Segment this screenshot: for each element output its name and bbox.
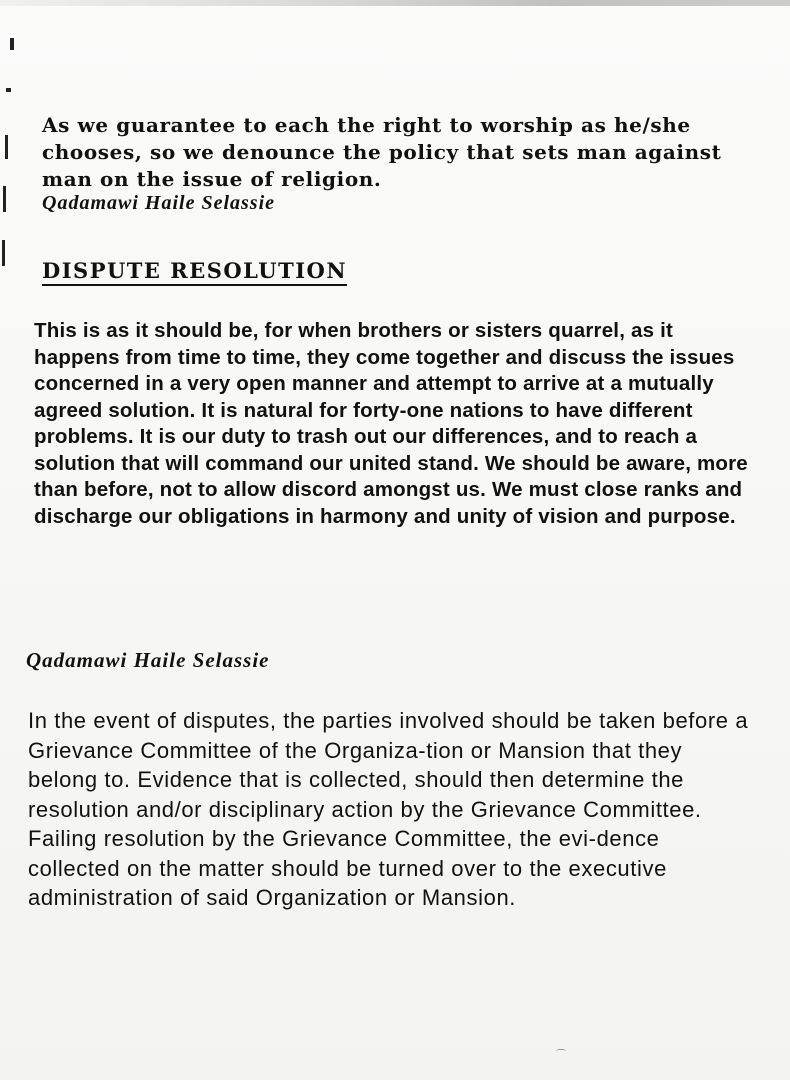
margin-mark [3, 186, 6, 212]
section-heading: DISPUTE RESOLUTION [42, 258, 347, 286]
margin-mark [6, 88, 11, 92]
quote-attribution: Qadamawi Haile Selassie [42, 192, 275, 214]
margin-mark [10, 38, 14, 50]
scan-top-edge [0, 0, 790, 6]
quote-attribution: Qadamawi Haile Selassie [26, 648, 270, 672]
quote-text: This is as it should be, for when brothers or sisters quarrel, as it happens from time to time, they come together and discuss the issues concerned in a very open manner and attempt to arrive at a mutually agreed solution. It is natural for forty-one nations to have different problems. It is our duty to trash out our differences, and to reach a solution that will command our united stand. We should be aware, more than before, not to allow discord amongst us. We must close ranks and discharge our obligations in harmony and unity of vision and purpose. [34, 319, 748, 528]
body-paragraph: In the event of disputes, the parties involved should be taken before a Grievance Committee of the Organiza-tion or Mansion that they belong to. Evidence that is collected, should then determine the resolution and/or disciplinary action by the Grievance Committee. Failing resolution by the Grievance Committee, the evi-dence collected on the matter should be turned over to the executive administration of said Organization or Mansion. [28, 708, 749, 910]
quote-text: As we guarantee to each the right to worship as he/she chooses, so we denounce the policy that sets man against man on the issue of religion. [42, 113, 722, 191]
margin-mark [5, 135, 8, 159]
scan-speck: ⌒ [556, 1050, 566, 1061]
margin-mark [2, 240, 5, 266]
